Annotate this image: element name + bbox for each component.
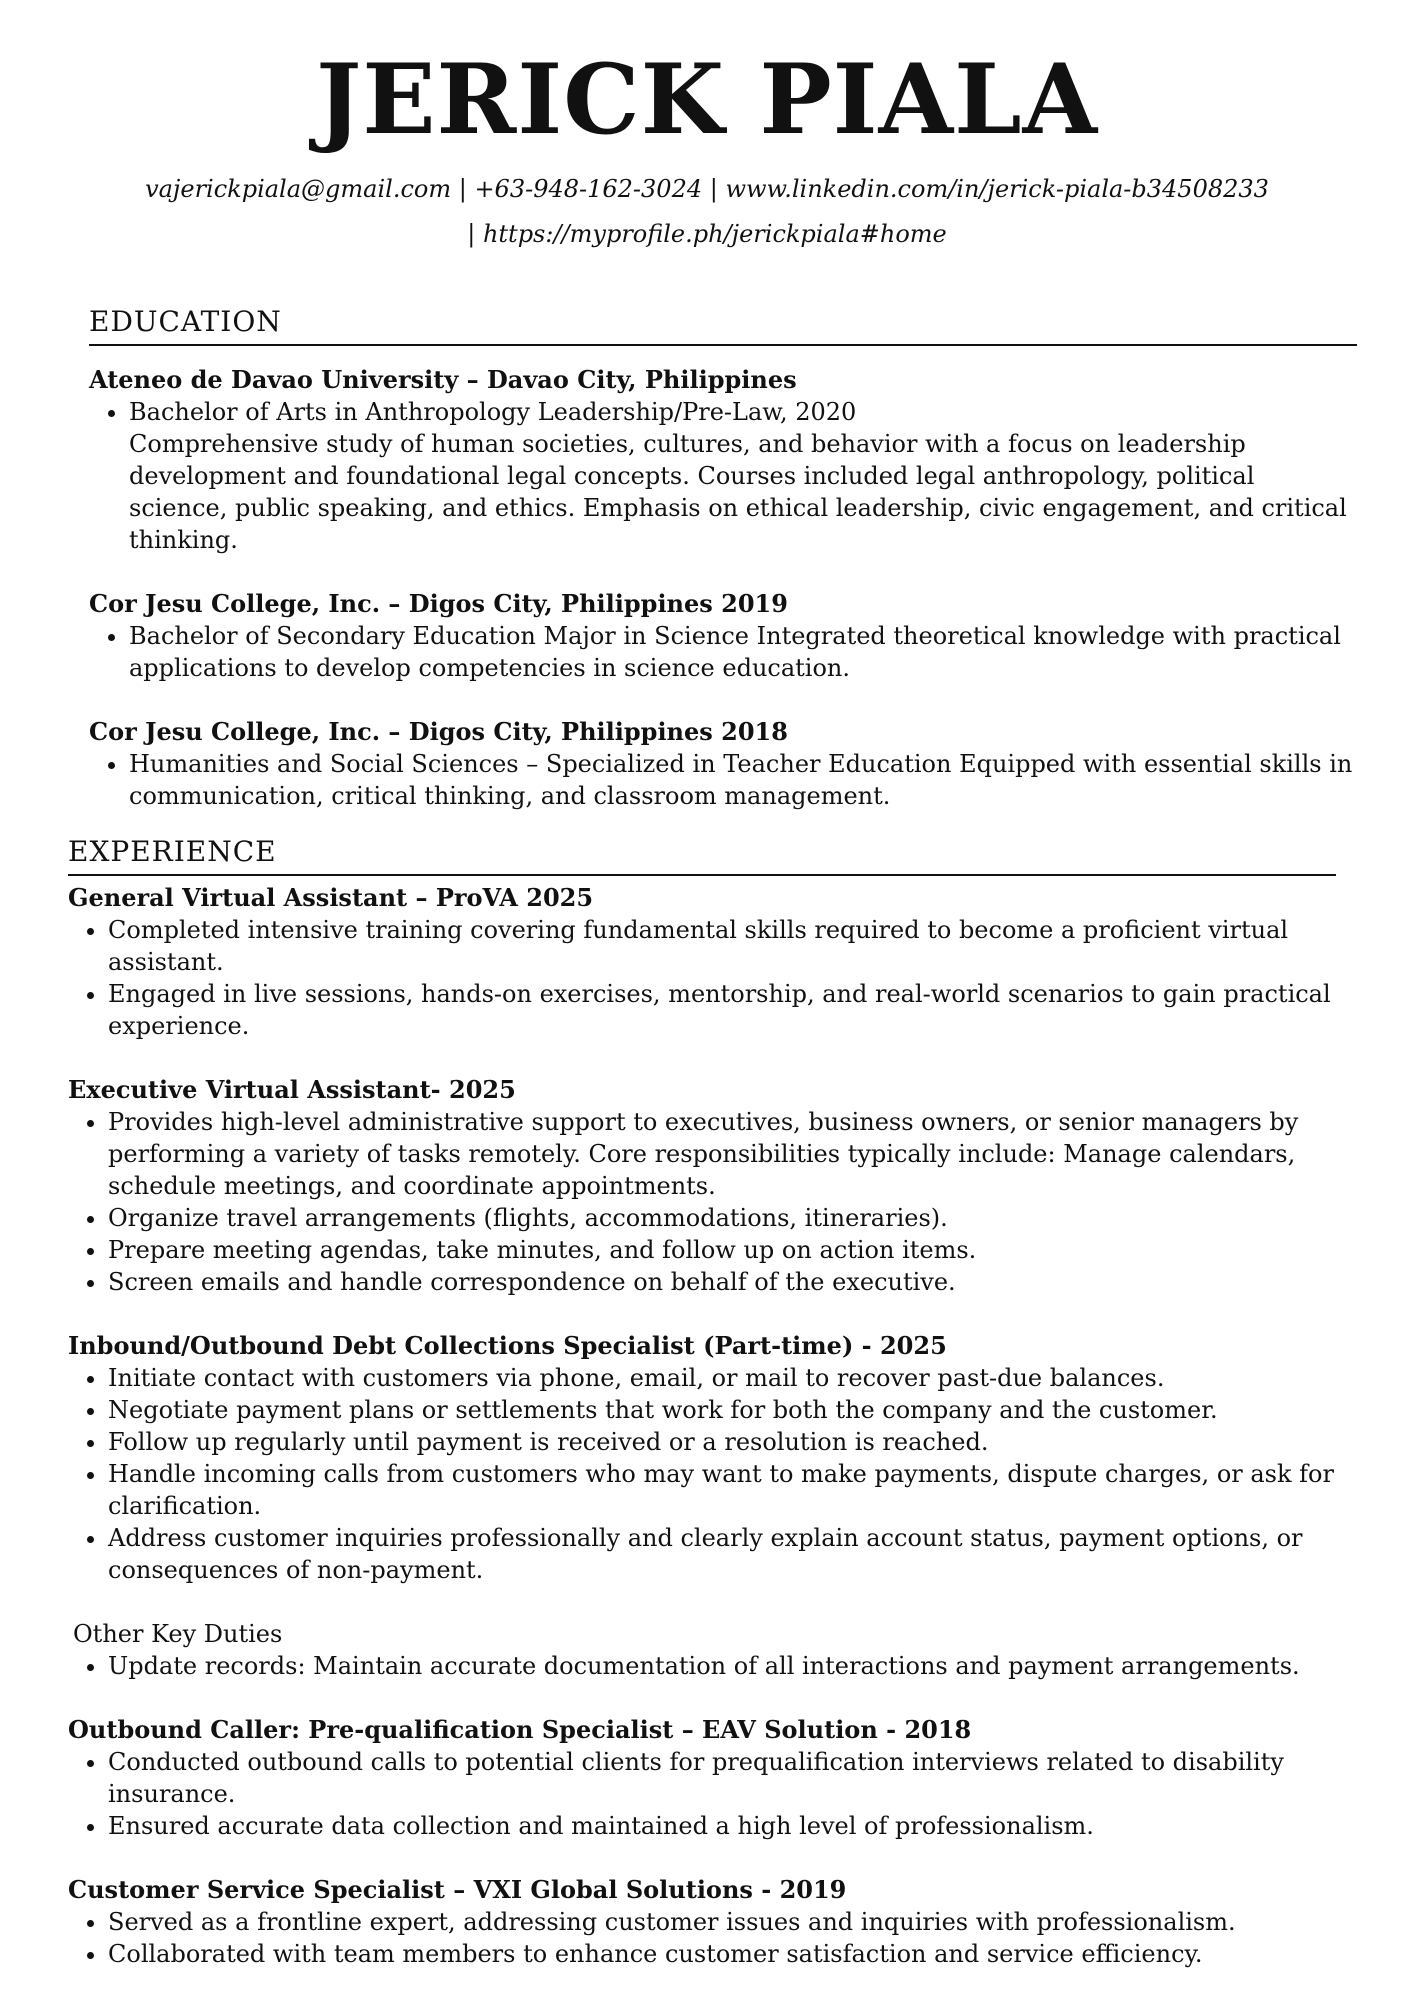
bullet-list: [89, 396, 1357, 428]
bullet-item: • Update records: Maintain accurate documentation of all interactions and payment arrangements.: [108, 1650, 1336, 1682]
section-title-experience: EXPERIENCE: [68, 830, 1336, 876]
education-entry: [89, 588, 1357, 684]
experience-section: [68, 830, 1336, 1970]
bullet-list: [68, 1746, 1336, 1842]
entry-heading: Inbound/Outbound Debt Collections Specialist (Part-time) - 2025: [68, 1331, 947, 1360]
bullet-item: • Served as a frontline expert, addressing customer issues and inquiries with professionalism.: [108, 1906, 1336, 1938]
bullet-list: [68, 914, 1336, 1042]
experience-entry: [68, 882, 1336, 1042]
bullet-item: • Bachelor of Arts in Anthropology Leadership/Pre-Law, 2020: [129, 396, 1357, 428]
bullet-item: • Follow up regularly until payment is received or a resolution is reached.: [108, 1426, 1336, 1458]
bullet-item: • Engaged in live sessions, hands-on exercises, mentorship, and real-world scenarios to gain practical experience.: [108, 978, 1336, 1042]
bullet-item: • Collaborated with team members to enhance customer satisfaction and service efficiency.: [108, 1938, 1336, 1970]
bullet-item: • Organize travel arrangements (flights, accommodations, itineraries).: [108, 1202, 1336, 1234]
bullet-item: • Address customer inquiries professionally and clearly explain account status, payment options, or consequences of non-payment.: [108, 1522, 1336, 1586]
entry-heading: Cor Jesu College, Inc. – Digos City, Philippines 2019: [89, 589, 788, 618]
contact-line: vajerickpiala@gmail.com | +63-948-162-3024 | www.linkedin.com/in/jerick-piala-b34508233: [145, 175, 1269, 203]
bullet-item: • Provides high-level administrative support to executives, business owners, or senior managers by performing a variety of tasks remotely. Core responsibilities typically include: Manage calendars, schedule meetings, and coordinate appointments.: [108, 1106, 1336, 1202]
bullet-item: • Handle incoming calls from customers who may want to make payments, dispute charges, or ask for clarification.: [108, 1458, 1336, 1522]
bullet-item: • Screen emails and handle correspondence on behalf of the executive.: [108, 1266, 1336, 1298]
profile-link-line: | https://myprofile.ph/jerickpiala#home: [467, 220, 947, 248]
experience-entry: [68, 1714, 1336, 1842]
education-section: [89, 300, 1357, 812]
education-entries: [89, 346, 1357, 812]
education-entry: [89, 716, 1357, 812]
bullet-list: [68, 1906, 1336, 1970]
bullet-item: • Initiate contact with customers via phone, email, or mail to recover past-due balances.: [108, 1362, 1336, 1394]
bullet-list: [68, 1362, 1336, 1586]
education-entry: [89, 364, 1357, 556]
entry-heading: Ateneo de Davao University – Davao City, Philippines: [89, 365, 797, 394]
bullet-item: • Ensured accurate data collection and maintained a high level of professionalism.: [108, 1810, 1336, 1842]
bullet-list: [68, 1650, 1336, 1682]
bullet-list: [68, 1106, 1336, 1298]
bullet-item: • Humanities and Social Sciences – Specialized in Teacher Education Equipped with essential skills in communication, critical thinking, and classroom management.: [129, 748, 1357, 812]
entry-heading: Customer Service Specialist – VXI Global Solutions - 2019: [68, 1875, 847, 1904]
bullet-item: • Negotiate payment plans or settlements that work for both the company and the customer.: [108, 1394, 1336, 1426]
experience-entry: [68, 1074, 1336, 1298]
experience-entry: [68, 1330, 1336, 1586]
bullet-item: • Bachelor of Secondary Education Major in Science Integrated theoretical knowledge with practical applications to develop competencies in science education.: [129, 620, 1357, 684]
entry-heading: Other Key Duties: [73, 1620, 283, 1648]
entry-heading: Cor Jesu College, Inc. – Digos City, Philippines 2018: [89, 717, 788, 746]
entry-description: Comprehensive study of human societies, cultures, and behavior with a focus on leadership development and foundational legal concepts. Courses included legal anthropology, political science, public speaking, and ethics. Emphasis on ethical leadership, civic engagement, and critical thinking.: [129, 430, 1347, 554]
candidate-name: JERICK PIALA: [315, 43, 1099, 156]
bullet-item: • Completed intensive training covering fundamental skills required to become a proficient virtual assistant.: [108, 914, 1336, 978]
entry-heading: General Virtual Assistant – ProVA 2025: [68, 883, 594, 912]
section-title-education: EDUCATION: [89, 300, 1357, 346]
bullet-list: [89, 748, 1357, 812]
bullet-item: • Prepare meeting agendas, take minutes, and follow up on action items.: [108, 1234, 1336, 1266]
entry-heading: Outbound Caller: Pre-qualification Specialist – EAV Solution - 2018: [68, 1715, 972, 1744]
experience-entry: [68, 1874, 1336, 1970]
experience-entries: [68, 876, 1336, 1970]
entry-heading: Executive Virtual Assistant- 2025: [68, 1075, 516, 1104]
bullet-item: • Conducted outbound calls to potential clients for prequalification interviews related to disability insurance.: [108, 1746, 1336, 1810]
experience-entry: [68, 1618, 1336, 1682]
bullet-list: [89, 620, 1357, 684]
